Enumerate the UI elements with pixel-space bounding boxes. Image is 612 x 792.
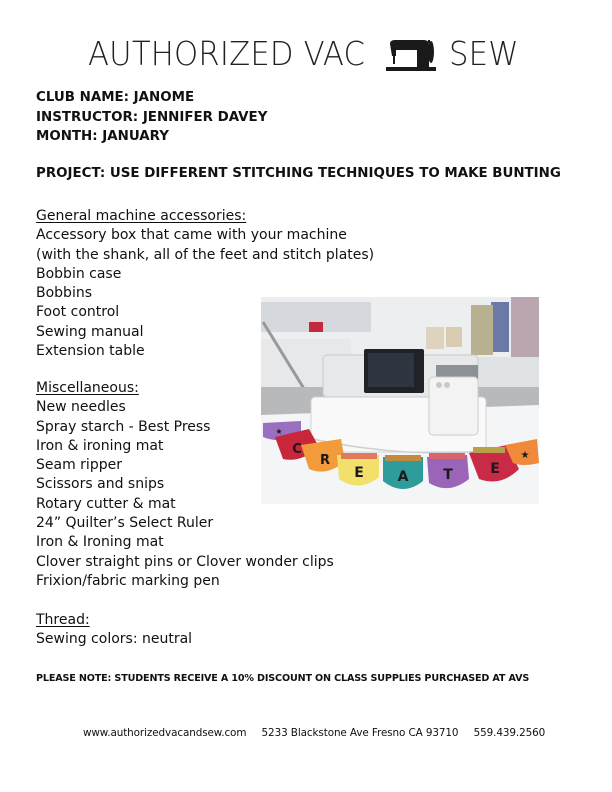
list-item: Iron & Ironing mat <box>36 534 164 551</box>
list-item: Sewing colors: neutral <box>36 631 193 648</box>
list-item: Accessory box that came with your machine <box>36 227 347 244</box>
list-item: (with the shank, all of the feet and stitch plates) <box>36 246 375 263</box>
svg-text:★: ★ <box>520 450 530 461</box>
project-title: PROJECT: USE DIFFERENT STITCHING TECHNIQUES TO MAKE BUNTING <box>36 166 561 181</box>
list-item: Sewing manual <box>36 323 144 340</box>
svg-text:R: R <box>319 453 331 468</box>
svg-text:★: ★ <box>275 427 283 436</box>
list-item: Iron & ironing mat <box>36 437 164 454</box>
list-item: Clover straight pins or Clover wonder clips <box>36 553 334 570</box>
svg-text:E: E <box>354 465 364 481</box>
svg-text:E: E <box>490 461 500 477</box>
svg-text:C: C <box>292 442 302 457</box>
list-item: Seam ripper <box>36 457 122 474</box>
list-item: New needles <box>36 399 126 416</box>
sewing-machine-bunting-image <box>261 297 539 504</box>
list-item: 24” Quilter’s Select Ruler <box>36 515 214 532</box>
list-item: Bobbin case <box>36 265 122 282</box>
list-item: Foot control <box>36 304 120 321</box>
svg-text:T: T <box>443 467 453 483</box>
project-photo <box>261 297 539 504</box>
page-header <box>88 34 528 74</box>
list-item: Scissors and snips <box>36 476 165 493</box>
sewing-machine-icon <box>384 36 439 72</box>
brand-name-right: SEW <box>449 34 519 73</box>
instructor-name: INSTRUCTOR: JENNIFER DAVEY <box>36 109 268 125</box>
list-item: Rotary cutter & mat <box>36 495 176 512</box>
brand-name-left: AUTHORIZED VAC <box>88 34 366 73</box>
class-info <box>36 88 267 147</box>
list-item: Bobbins <box>36 285 92 302</box>
phone-number: 559.439.2560 <box>473 727 546 739</box>
class-month: MONTH: JANUARY <box>36 129 169 144</box>
section-heading: Miscellaneous: <box>36 380 139 396</box>
list-item: Extension table <box>36 343 145 360</box>
svg-text:A: A <box>397 469 409 485</box>
club-name: CLUB NAME: JANOME <box>36 90 195 105</box>
page-footer <box>83 727 557 739</box>
section-heading: General machine accessories: <box>36 208 247 224</box>
store-address: 5233 Blackstone Ave Fresno CA 93710 <box>261 727 459 739</box>
thread-section <box>36 611 192 650</box>
website-link[interactable]: www.authorizedvacandsew.com <box>83 727 247 739</box>
list-item: Spray starch - Best Press <box>36 418 211 435</box>
section-heading: Thread: <box>36 612 90 628</box>
list-item: Frixion/fabric marking pen <box>36 572 220 589</box>
discount-note: PLEASE NOTE: STUDENTS RECEIVE A 10% DISCOUNT ON CLASS SUPPLIES PURCHASED AT AVS <box>36 673 530 684</box>
